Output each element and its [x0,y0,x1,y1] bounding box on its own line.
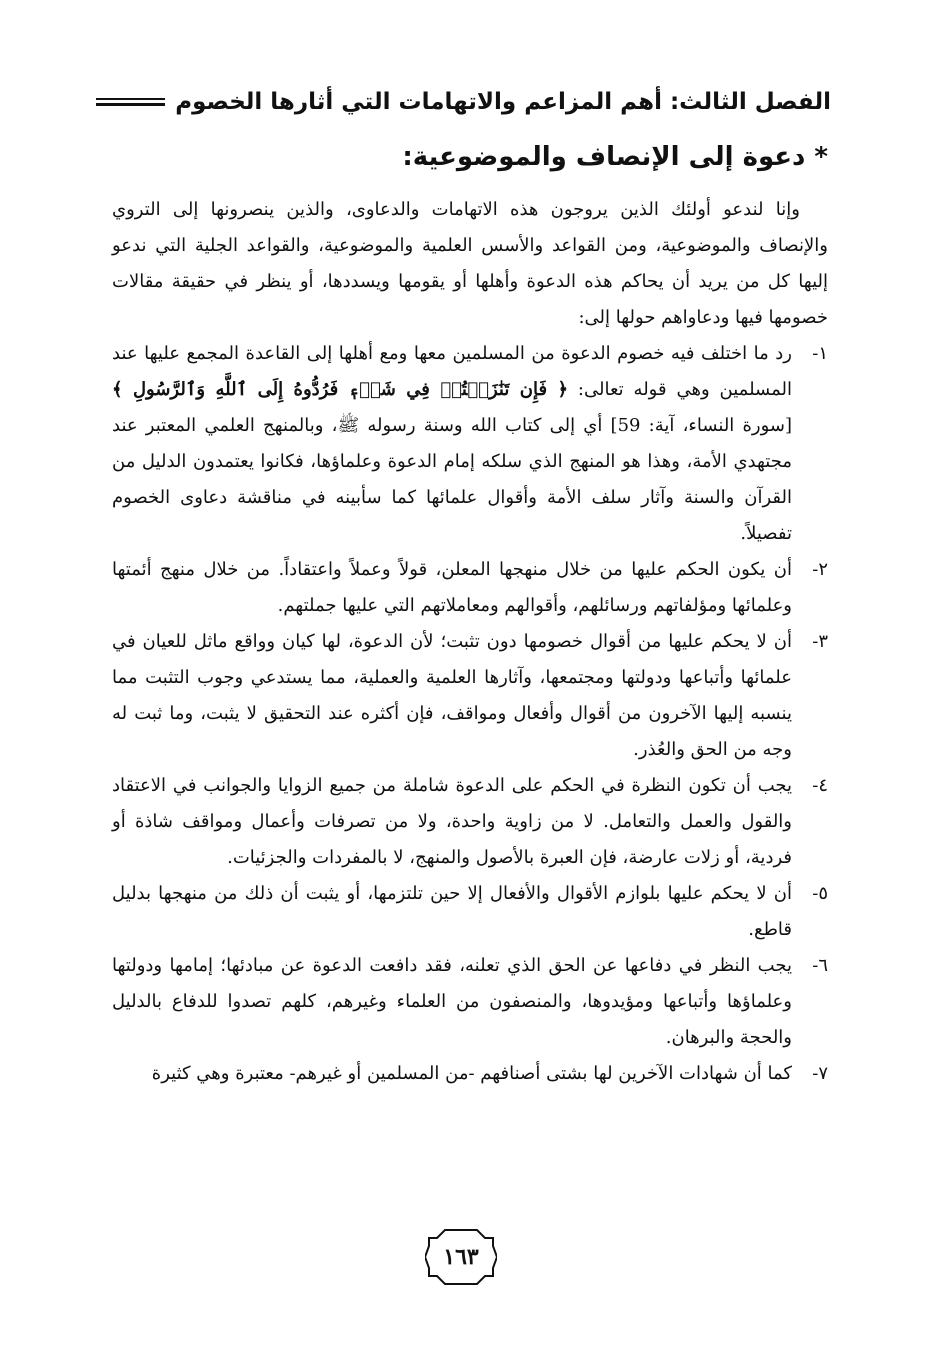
item-number: ٧- [812,1063,828,1084]
item-number: ٢- [812,559,828,580]
list-item [112,1056,828,1092]
running-header [96,80,831,124]
principles-list [112,336,828,1092]
body-text [112,192,828,1092]
header-rule [96,98,165,106]
item-text: أن لا يحكم عليها بلوازم الأقوال والأفعال إلا حين تلتزمها، أو يثبت أن ذلك من منهجها بدليل قاطع. [112,883,792,940]
item-text: يجب النظر في دفاعها عن الحق الذي تعلنه، فقد دافعت الدعوة عن مبادئها؛ إمامها ودولتها وعلماؤها وأتباعها ومؤيدوها، والمنصفون من العلماء وغيرهم، كلهم تصدوا للدفاع بالدليل والحجة والبرهان. [112,955,792,1048]
item-number: ١- [812,343,828,364]
chapter-title: الفصل الثالث: أهم المزاعم والاتهامات التي أثارها الخصوم [175,89,831,115]
item-text: يجب أن تكون النظرة في الحكم على الدعوة شاملة من جميع الزوايا والجوانب في الاعتقاد والقول والعمل والتعامل. لا من زاوية واحدة، ولا من تصرفات وأعمال ومواقف شاذة أو فردية، أو زلات عارضة، فإن العبرة بالأصول والمنهج، لا بالمفردات والجزئيات. [112,775,792,868]
item-text: أن يكون الحكم عليها من خلال منهجها المعلن، قولاً وعملاً واعتقاداً. من خلال منهج أئمتها وعلمائها ومؤلفاتهم ورسائلهم، وأقوالهم ومعاملاتهم التي عليها جملتهم. [112,559,792,616]
item-text: كما أن شهادات الآخرين لها بشتى أصنافهم -من المسلمين أو غيرهم- معتبرة وهي كثيرة [151,1063,792,1084]
item-text-after: [سورة النساء، آية: 59] أي إلى كتاب الله وسنة رسوله ﷺ، وبالمنهج العلمي المعتبر عند مجتهدي الأمة، وهذا هو المنهج الذي سلكه إمام الدعوة وعلماؤها، فكانوا يعتمدون الدليل من القرآن والسنة وآثار سلف الأمة وأقوال علمائها كما سأبينه في مناقشة دعاوى الخصوم تفصيلاً. [112,415,792,544]
item-text-before: رد ما اختلف فيه خصوم الدعوة من المسلمين معها ومع أهلها إلى القاعدة المجمع عليها عند المسلمين وهي قوله تعالى: [112,343,792,400]
list-item [112,552,828,624]
item-number: ٤- [812,775,828,796]
intro-paragraph: وإنا لندعو أولئك الذين يروجون هذه الاتهامات والدعاوى، والذين ينصرونها إلى التروي والإنصاف والموضوعية، ومن القواعد والأسس العلمية والموضوعية، والقواعد الجلية التي ندعو إليها كل من يريد أن يحاكم هذه الدعوة وأهلها أو يقومها ويسددها، أو ينظر في حقيقة مقالات خصومها فيها ودعاواهم حولها إلى: [112,199,828,328]
page-number: ١٦٣ [443,1244,479,1270]
list-item [112,948,828,1056]
item-number: ٣- [812,631,828,652]
list-item [112,336,828,552]
list-item [112,876,828,948]
item-number: ٥- [812,883,828,904]
list-item [112,624,828,768]
quran-verse: ﴿ فَإِن تَنَٰزَعۡتُمۡ فِي شَيۡءٖ فَرُدُّوهُ إِلَى ٱللَّهِ وَٱلرَّسُولِ ﴾ [112,379,569,400]
item-number: ٦- [812,955,828,976]
item-text [112,336,792,552]
list-item [112,768,828,876]
item-text: أن لا يحكم عليها من أقوال خصومها دون تثبت؛ لأن الدعوة، لها كيان وواقع ماثل للعيان في علمائها وأتباعها ودولتها ومجتمعها، وآثارها العلمية والعملية، مما يستدعي وجوب التثبت مما ينسبه إليها الآخرون من أقوال وأفعال ومواقف، فإن أكثره عند التحقيق لا يثبت، وما ثبت له وجه من الحق والعُذر. [112,631,792,760]
section-heading: * دعوة إلى الإنصاف والموضوعية: [402,142,828,172]
page-number-frame [425,1226,497,1288]
